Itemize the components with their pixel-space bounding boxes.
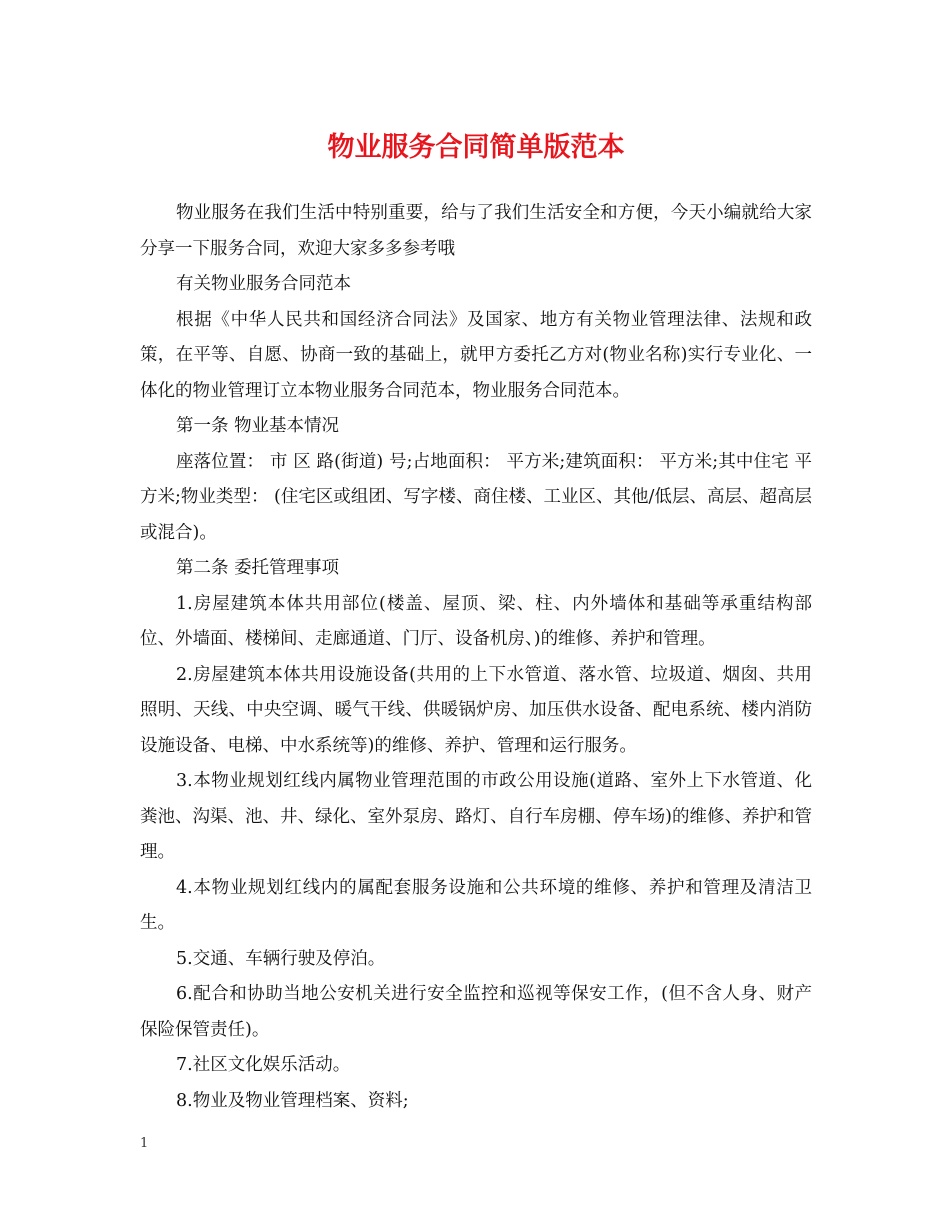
item-2: 2.房屋建筑本体共用设施设备(共用的上下水管道、落水管、垃圾道、烟囱、共用照明、天线、中央空调、暖气干线、供暖锅炉房、加压供水设备、配电系统、楼内消防设施设备、电梯、中水系统等)的维修、养护、管理和运行服务。 [140,664,812,756]
intro-paragraph: 物业服务在我们生活中特别重要，给与了我们生活安全和方便，今天小编就给大家分享一下服务合同，欢迎大家多多参考哦 [140,203,812,259]
item-1: 1.房屋建筑本体共用部位(楼盖、屋顶、梁、柱、内外墙体和基础等承重结构部位、外墙面、楼梯间、走廊通道、门厅、设备机房、)的维修、养护和管理。 [140,593,812,649]
item-6: 6.配合和协助当地公安机关进行安全监控和巡视等保安工作，(但不含人身、财产保险保管责任)。 [140,984,812,1040]
document-title: 物业服务合同简单版范本 [327,132,625,163]
preamble-paragraph: 根据《中华人民共和国经济合同法》及国家、地方有关物业管理法律、法规和政策，在平等、自愿、协商一致的基础上，就甲方委托乙方对(物业名称)实行专业化、一体化的物业管理订立本物业服务合同范本，物业服务合同范本。 [140,309,812,401]
item-4: 4.本物业规划红线内的属配套服务设施和公共环境的维修、养护和管理及清洁卫生。 [140,877,812,933]
article-2-heading: 第二条 委托管理事项 [176,558,340,578]
item-5: 5.交通、车辆行驶及停泊。 [176,948,386,969]
item-7: 7.社区文化娱乐活动。 [176,1055,351,1075]
section-heading: 有关物业服务合同范本 [176,274,351,294]
item-8: 8.物业及物业管理档案、资料; [176,1090,409,1111]
article-1-body: 座落位置： 市 区 路(街道) 号;占地面积： 平方米;建筑面积： 平方米;其中住宅 平方米;物业类型： (住宅区或组团、写字楼、商住楼、工业区、其他/低层、高层、超高层或混合)。 [140,451,812,543]
page-number: 1 [140,1136,149,1151]
item-3: 3.本物业规划红线内属物业管理范围的市政公用设施(道路、室外上下水管道、化粪池、沟渠、池、井、绿化、室外泵房、路灯、自行车房棚、停车场)的维修、养护和管理。 [140,771,812,862]
article-1-heading: 第一条 物业基本情况 [176,416,340,436]
document-page [140,128,812,1119]
